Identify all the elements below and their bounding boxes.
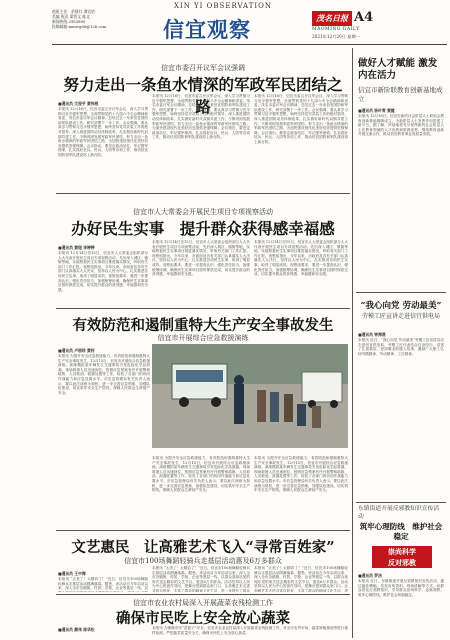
art4-body-col3: 本报讯 “太美了！太精彩了！”近日，信宜市100场舞蹈轻骑兵走基层活动圆满落幕。据悉，该活动自今年启动以来，深入全市各镇街、村居、学校、企业等基层一线，以群众喜闻乐见的形式送去精彩的文艺节目，惠及6万多群众。活动坚持以人民为中心的创作导向，把舞台搭到群众家门口，让高雅艺术走进寻常百姓家，丰富了群众的精神文化生活，进 xyxy=(254,566,348,592)
side3-sub: 筑牢心理防线 维护社会稳定 xyxy=(359,522,443,541)
art4-body-col1: 本报讯 “太美了！太精彩了！”近日，信宜市100场舞蹈轻骑兵走基层活动圆满落幕。据悉，该活动自今年启动以来，深入全市各镇街、村居、学校、企业等基层一线，以 xyxy=(58,577,148,591)
side2-byline: ■通讯员 钟海燕 xyxy=(358,332,386,337)
credit-email: 投稿邮箱:mmwg66@126.com xyxy=(52,24,107,29)
art4-body-col2: 本报讯 “太美了！太精彩了！”近日，信宜市100场舞蹈轻骑兵走基层活动圆满落幕。据悉，该活动自今年启动以来，深入全市各镇街、村居、学校、企业等基层一线，以群众喜闻乐见的形式送去精彩的文艺节目，惠及6万多群众。活动坚持以人民为中心的创作导向，把舞台搭到群众家门口，让高雅艺术走进寻常百姓家，丰富了群众的精神文化生活，进一步提升了群众 xyxy=(152,566,250,592)
side2-sub: 劳模工匠宣讲走进信宜供电局 xyxy=(361,313,440,320)
drill-photo xyxy=(152,344,348,448)
art4-byline: ■通讯员 王中海 xyxy=(58,571,86,576)
side1-headline: 做好人才赋能 激发内在活力 xyxy=(358,58,438,81)
side3-body: 本报讯 近日，东镇街道开展反邪教知识宣传活动，通过悬挂横幅、发放宣传资料、现场讲解等方式，向群众普及反邪教知识，引导群众崇尚科学、远离邪教，筑牢心理防线，维护社会和谐稳定。 xyxy=(358,579,444,597)
art2-body-col1: 本报讯 12月14日至15日，信宜市人大常委会组织部分人大代表开展民生项目专项视察活动，先后深入城区、镇街等地，实地察看民生实事项目推进落实情况，听取有关部门工作汇报。视察组指出，今年以来，市政府及各有关部门认真落实人大决议，坚持以人民为中心，扎实推进各项民生实事，取得了明显成效。视察组要求，要进一步提高认识，强化责任担当，加强统筹协调，确保民生实事项目按时保质完成，切实提升群众的获得感、幸福感和安全感。 xyxy=(58,251,148,292)
art3-kicker: 信宜市开展综合应急救援演练 xyxy=(157,334,249,342)
side-divider-2 xyxy=(356,502,446,503)
drill-photo-illustration xyxy=(152,344,348,448)
divider-4 xyxy=(56,594,350,595)
art1-headline: 努力走出一条鱼水情深的军政军民团结之路 xyxy=(63,75,343,116)
paper-name: MAOMING DAILY xyxy=(312,27,360,32)
side3-banner xyxy=(372,546,432,568)
art1-body-col3: 本报讯 12月16日，信宜市委召开议军会议，深入学习贯彻习近平强军思想，全面贯彻党的十九届六中全会精神和省委、茂名市委议军会议精神，总结过去一年来信宜国防和军队建设工作，研究部署下一步工作。会议强调，要认真学习贯彻习近平强军思想，始终坚持党对武装工作的绝对领导，深入推进国防动员体制改革，扎实做好新时代双拥共建工作，不断巩固发展军政军民团结，努力走出一条鱼水情深的军政军民团结之路，为加快建设现代化美好信宜提供坚强保障。会议指出，要坚定政治站位，牢记强军使命，扎实抓好征兵、民兵、人防等各项工作，推动信宜国防和军队建设再上新台阶。 xyxy=(254,94,348,144)
column-separator xyxy=(352,48,353,638)
art1-body-col1: 本报讯 12月16日，信宜市委召开议军会议，深入学习贯彻习近平强军思想，全面贯彻党的十九届六中全会精神和省委、茂名市委议军会议精神，总结过去一年来信宜国防和军队建设工作，研究部署下一步工作。会议强调，要认真学习贯彻习近平强军思想，始终坚持党对武装工作的绝对领导，深入推进国防动员体制改革，扎实做好新时代双拥共建工作，不断巩固发展军政军民团结，努力走出一条鱼水情深的军政军民团结之路，为加快建设现代化美好信宜提供坚强保障。会议指出，要坚定政治站位，牢记强军使命，扎实抓好征兵、民兵、人防等各项工作，推动信宜国防和军队建设再上新台阶。 xyxy=(58,107,148,157)
paper-logo: 茂名日报 xyxy=(312,11,352,26)
art5-kicker: 信宜市农业农村局深入开展蔬菜农残检测工作 xyxy=(133,599,273,607)
divider-3 xyxy=(56,530,350,531)
art5-body: 本报讯 为保障市民“菜篮子”安全，信宜市农业农村局深入开展蔬菜农残检测工作，对全市农贸市场、蔬菜种植基地等进行抽样检测，严把蔬菜质量安全关，确保市民吃上安全放心蔬菜。 xyxy=(152,626,348,635)
side3-headline: 东镇街道开展反邪教知识宣传活动 xyxy=(358,506,440,520)
credit-phone: 新闻热线:2983890 xyxy=(52,19,86,24)
art1-byline: ■通讯员 文俊平 黄伟根 xyxy=(58,101,99,106)
art4-kicker: 信宜市100场舞蹈轻骑兵走基层活动惠及6万多群众 xyxy=(124,557,282,565)
side3-banner-line1: 崇尚科学 xyxy=(388,547,416,556)
art1-kicker: 信宜市委召开议军会议强调 xyxy=(161,64,245,72)
side-divider-1 xyxy=(356,292,446,293)
art3-byline: ■通讯员 卢丽珍 黄柯 xyxy=(58,348,95,353)
side3-banner-line2: 反对邪教 xyxy=(388,558,416,567)
divider-2 xyxy=(56,308,350,309)
side1-body: 本报讯 12月16日，信宜市新的社会阶层人士联谊会教育创新基地揭牌成立，为新阶层人士发挥作用搭建了新平台。据了解，该基地将充分发挥新的社会阶层人士在教育领域的人才优势和资源优势，围绕教育创新开展交流合作，推动信宜教育事业高质量发展。 xyxy=(358,114,444,137)
art3-body-col2: 本报讯 为提升安全应急救援能力，有效防范和遏制重特大生产安全事故发生，12月15日，信宜市开展综合应急救援演练。演练模拟某车辆发生交通事故引发危险化学品泄漏，现场救援人员迅速到位，按照应急预案有序开展警戒疏散、人员救治、泄漏处置等工作，检验了各部门的协同作战能力和应急处置水平。市应急管理局有关负责人表示，要以此次演练为契机，进一步完善应急预案，加强队伍建设，切实筑牢安全生产防线，保障人民群众生命财产安全。 xyxy=(152,456,250,493)
issue-date: 2021年12月20日 星期一 xyxy=(312,34,360,39)
credit-editor: 值班主任：余建红 谭宜怡 xyxy=(52,9,95,14)
art5-byline: ■通讯员 颜伟 陈华松 xyxy=(58,627,95,632)
side3-byline: ■通讯员 罗洁 xyxy=(358,573,382,578)
side1-sub: 信宜市新阶联教育创新基地成立 xyxy=(358,86,443,103)
divider-1 xyxy=(56,193,350,194)
page-number: A4 xyxy=(354,10,374,25)
art2-headline: 办好民生实事 提升群众获得感幸福感 xyxy=(71,219,335,238)
credit-design: 美编 倪武 梁智文 陈文 xyxy=(52,14,90,19)
editor-credits xyxy=(52,9,144,29)
header-rule xyxy=(52,44,447,45)
section-title: 信宜观察 xyxy=(163,17,251,42)
side1-byline: ■通讯员 杨叶青 黄健 xyxy=(358,108,395,113)
art2-kicker: 信宜市人大常委会开展民生项目专项视察活动 xyxy=(133,208,273,216)
pinyin-header: XIN YI OBSERVATION xyxy=(173,2,273,10)
art1-body-col2: 本报讯 12月16日，信宜市委召开议军会议，深入学习贯彻习近平强军思想，全面贯彻党的十九届六中全会精神和省委、茂名市委议军会议精神，总结过去一年来信宜国防和军队建设工作，研究部署下一步工作。会议强调，要认真学习贯彻习近平强军思想，始终坚持党对武装工作的绝对领导，深入推进国防动员体制改革，扎实做好新时代双拥共建工作，不断巩固发展军政军民团结，努力走出一条鱼水情深的军政军民团结之路，为加快建设现代化美好信宜提供坚强保障。会议指出，要坚定政治站位，牢记强军使命，扎实抓好征兵、民兵、人防等各项工作，推动信宜国防和军队建设再上新台阶。 xyxy=(152,94,250,140)
art4-headline: 文艺惠民 让高雅艺术飞入“寻常百姓家” xyxy=(71,539,335,556)
art3-headline: 有效防范和遏制重特大生产安全事故发生 xyxy=(72,317,334,334)
side2-body: 本报讯 近日，“我心向党 劳动最美”劳模工匠宣讲活动走进信宜供电局，劳模工匠代表结合自身经历，讲述了扎根基层、爱岗敬业的感人故事，激励广大职工弘扬劳模精神、劳动精神、工匠精神。 xyxy=(358,338,444,356)
art3-body-col3: 本报讯 为提升安全应急救援能力，有效防范和遏制重特大生产安全事故发生，12月15日，信宜市开展综合应急救援演练。演练模拟某车辆发生交通事故引发危险化学品泄漏，现场救援人员迅速到位，按照应急预案有序开展警戒疏散、人员救治、泄漏处置等工作，检验了各部门的协同作战能力和应急处置水平。市应急管理局有关负责人表示，要以此次演练为契机，进一步完善应急预案，加强队伍建设，切实筑牢安全生产防线，保障人民群众生命财产安全。 xyxy=(254,456,348,493)
art2-body-col2: 本报讯 12月14日至15日，信宜市人大常委会组织部分人大代表开展民生项目专项视察活动，先后深入城区、镇街等地，实地察看民生实事项目推进落实情况，听取有关部门工作汇报。视察组指出，今年以来，市政府及各有关部门认真落实人大决议，坚持以人民为中心，扎实推进各项民生实事，取得了明显成效。视察组要求，要进一步提高认识，强化责任担当，加强统筹协调，确保民生实事项目按时保质完成，切实提升群众的获得感、幸福感和安全感。 xyxy=(152,240,250,277)
art3-body-col1: 本报讯 为提升安全应急救援能力，有效防范和遏制重特大生产安全事故发生，12月15日，信宜市开展综合应急救援演练。演练模拟某车辆发生交通事故引发危险化学品泄漏，现场救援人员迅速到位，按照应急预案有序开展警戒疏散、人员救治、泄漏处置等工作，检验了各部门的协同作战能力和应急处置水平。市应急管理局有关负责人表示，要以此次演练为契机，进一步完善应急预案，加强队伍建设，切实筑牢安全生产防线，保障人民群众生命财产安全。 xyxy=(58,354,150,395)
side2-headline: “我心向党 劳动最美” xyxy=(360,301,442,311)
art2-byline: ■通讯员 黄煜 李婷婷 xyxy=(58,245,95,250)
art5-headline: 确保市民吃上安全放心蔬菜 xyxy=(116,610,290,627)
art2-body-col3: 本报讯 12月14日至15日，信宜市人大常委会组织部分人大代表开展民生项目专项视察活动，先后深入城区、镇街等地，实地察看民生实事项目推进落实情况，听取有关部门工作汇报。视察组指出，今年以来，市政府及各有关部门认真落实人大决议，坚持以人民为中心，扎实推进各项民生实事，取得了明显成效。视察组要求，要进一步提高认识，强化责任担当，加强统筹协调，确保民生实事项目按时保质完成，切实提升群众的获得感、幸福感和安全感。 xyxy=(254,240,348,277)
